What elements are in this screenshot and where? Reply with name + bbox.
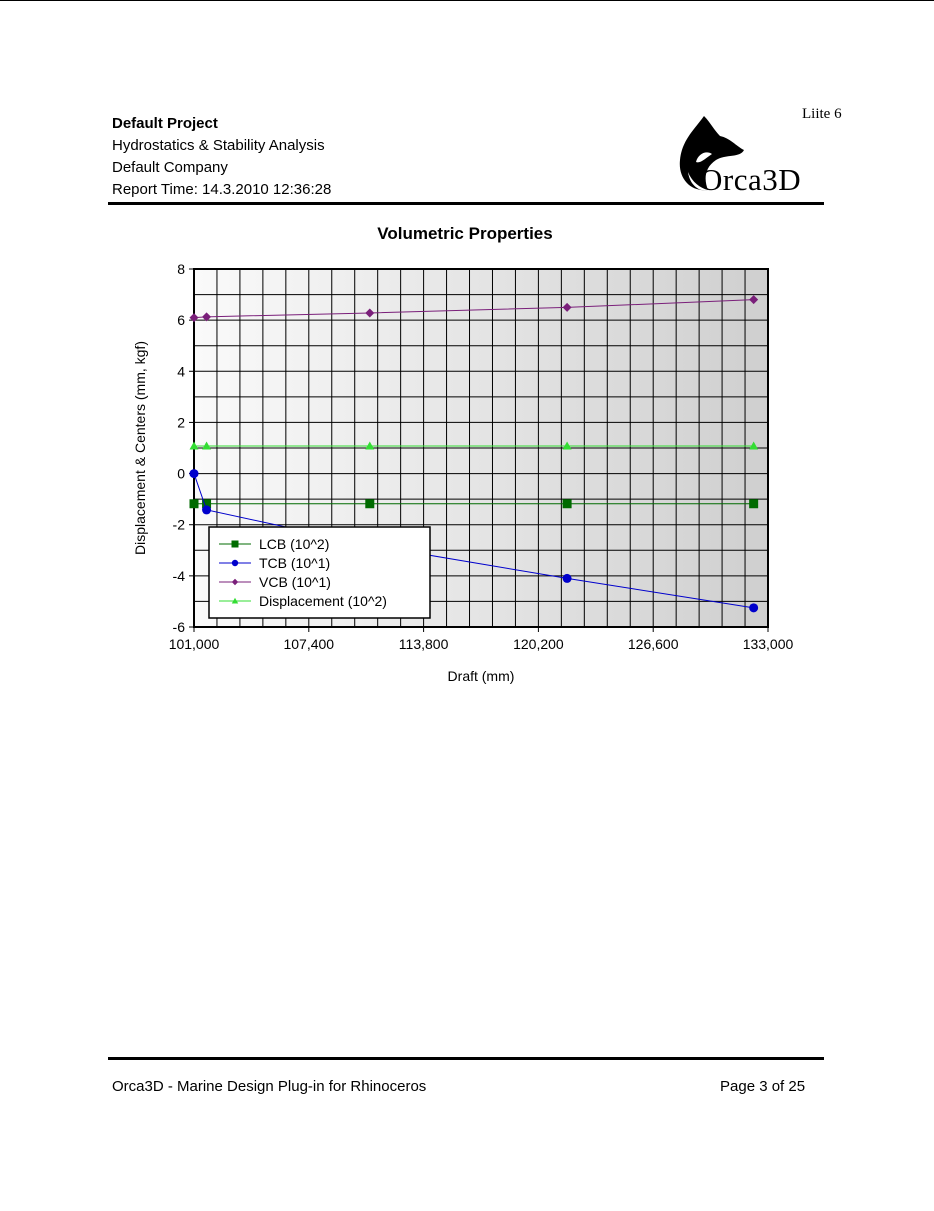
- x-tick-label: 133,000: [742, 636, 794, 652]
- footer-page-number: Page 3 of 25: [720, 1078, 806, 1095]
- top-border-line: [0, 0, 934, 1]
- company-name: Default Company: [112, 159, 228, 176]
- x-axis-ticks: [169, 627, 794, 652]
- data-point: [190, 499, 199, 508]
- data-point: [202, 505, 211, 514]
- data-point: [190, 469, 199, 478]
- x-tick-label: 101,000: [168, 636, 220, 652]
- y-axis-label: Displacement & Centers (mm, kgf): [132, 341, 148, 555]
- x-tick-label: 113,800: [398, 636, 449, 652]
- data-point: [365, 499, 374, 508]
- legend-label: Displacement (10^2): [259, 593, 387, 609]
- x-tick-label: 107,400: [283, 636, 335, 652]
- footer-divider: [108, 1057, 824, 1060]
- data-point: [749, 499, 758, 508]
- report-time: Report Time: 14.3.2010 12:36:28: [112, 181, 332, 198]
- legend-marker: [232, 541, 239, 548]
- x-tick-label: 120,200: [513, 636, 564, 652]
- chart-legend: [209, 527, 430, 618]
- y-tick-label: -6: [172, 619, 185, 635]
- x-tick-label: 126,600: [627, 636, 679, 652]
- legend-label: TCB (10^1): [259, 555, 331, 571]
- page-label: Liite 6: [802, 106, 842, 122]
- data-point: [563, 574, 572, 583]
- legend-label: LCB (10^2): [259, 536, 330, 552]
- legend-label: VCB (10^1): [259, 574, 331, 590]
- legend-marker: [232, 560, 238, 566]
- y-tick-label: -2: [172, 516, 185, 533]
- y-tick-label: 6: [177, 312, 185, 329]
- report-header: [112, 113, 331, 201]
- analysis-name: Hydrostatics & Stability Analysis: [112, 137, 325, 154]
- y-tick-label: 8: [177, 261, 185, 277]
- data-point: [749, 603, 758, 612]
- chart-title: Volumetric Properties: [377, 224, 553, 243]
- orca3d-logo-text: Orca3D: [700, 162, 802, 197]
- footer-product: Orca3D - Marine Design Plug-in for Rhinoceros: [112, 1078, 427, 1095]
- x-axis-label: Draft (mm): [447, 668, 515, 684]
- header-divider: [108, 202, 824, 205]
- volumetric-properties-chart: [120, 215, 810, 695]
- data-point: [563, 499, 572, 508]
- y-tick-label: 2: [177, 414, 185, 431]
- y-tick-label: 0: [177, 465, 185, 482]
- y-tick-label: -4: [172, 567, 185, 584]
- project-name: Default Project: [112, 115, 218, 132]
- y-tick-label: 4: [177, 363, 185, 380]
